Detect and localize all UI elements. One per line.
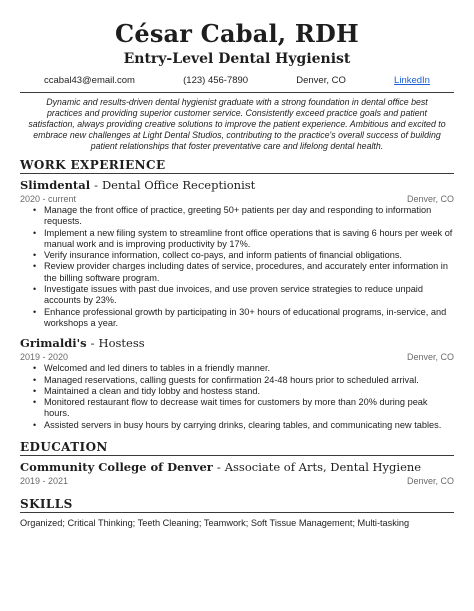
education-heading: EDUCATION: [20, 440, 108, 455]
section-divider: [20, 455, 454, 456]
job-heading: [20, 178, 454, 192]
email-text: ccabal43@email.com: [44, 75, 135, 86]
bullet-item: • Managed reservations, calling guests for confirmation 24-48 hours prior to scheduled arrival.: [44, 375, 454, 386]
bullet-item: • Maintained a clean and tidy lobby and hostess stand.: [44, 386, 454, 397]
job-meta: [20, 193, 454, 205]
job-bullets: [20, 363, 454, 431]
phone-text: (123) 456-7890: [183, 75, 249, 86]
bullet-item: • Verify insurance information, collect co-pays, and inform patients of financial obligations.: [44, 250, 454, 261]
bullet-item: • Implement a new filing system to streamline front office operations that is saving 6 hours per week of manual work and is improving productivity by 17%.: [44, 228, 454, 251]
separator: -: [94, 178, 98, 192]
job-entry: [20, 336, 454, 431]
employer-name: Slimdental: [20, 178, 91, 192]
section-divider: [20, 512, 454, 513]
bullet-item: • Manage the front office of practice, greeting 50+ patients per day and responding to information requests.: [44, 205, 454, 228]
bullet-item: • Monitored restaurant flow to decrease wait times for customers by more than 20% during peak hours.: [44, 397, 454, 420]
job-heading: [20, 336, 454, 350]
job-role: Hostess: [98, 336, 145, 351]
education-meta: [20, 475, 454, 487]
location-text: Denver, CO: [296, 75, 346, 86]
job-bullets: [20, 205, 454, 329]
job-location: Denver, CO: [406, 352, 454, 363]
bullet-item: • Assisted servers in busy hours by carrying drinks, clearing tables, and communicating new tables.: [44, 420, 454, 431]
separator: -: [90, 336, 95, 351]
school-name: Community College of Denver: [20, 460, 213, 475]
job-entry: [20, 178, 454, 329]
skills-heading: SKILLS: [20, 497, 73, 512]
education-entry: [20, 460, 454, 487]
work-experience-heading: WORK EXPERIENCE: [20, 158, 166, 172]
header-divider: [20, 92, 454, 93]
job-dates: 2020 - current: [20, 194, 77, 204]
job-dates: 2019 - 2020: [20, 352, 69, 363]
candidate-name: César Cabal, RDH: [115, 19, 359, 48]
bullet-item: • Investigate issues with past due invoices, and use proven service strategies to reduce unpaid accounts by 23%.: [44, 284, 454, 307]
contact-row: [44, 75, 430, 87]
skills-list: Organized; Critical Thinking; Teeth Cleaning; Teamwork; Soft Tissue Management; Multi-tasking: [20, 518, 410, 529]
linkedin-link[interactable]: LinkedIn: [394, 75, 430, 86]
section-divider: [20, 173, 454, 174]
job-role: Dental Office Receptionist: [101, 178, 256, 192]
bullet-item: • Review provider charges including dates of service, procedures, and accurately enter information in the billing software program.: [44, 261, 454, 284]
education-heading-line: [20, 460, 454, 474]
education-dates: 2019 - 2021: [20, 476, 69, 487]
job-location: Denver, CO: [406, 194, 454, 204]
separator: -: [216, 460, 221, 475]
job-meta: [20, 351, 454, 363]
education-location: Denver, CO: [406, 476, 454, 487]
summary-text: Dynamic and results-driven dental hygienist graduate with a strong foundation in dental office best practices and providing superior customer service. Consistently exceed practice goals and patient satisfaction, always providing creative solutions to improve the patient experience. Ambitious and excited to embrace new challenges at Light Dental Studios, contributing to the practice's overall success of building patient relationships that foster preventative care and lifelong dental health.: [28, 97, 446, 151]
job-title: Entry-Level Dental Hygienist: [123, 51, 351, 67]
degree-name: Associate of Arts, Dental Hygiene: [224, 460, 422, 475]
bullet-item: • Enhance professional growth by participating in 30+ hours of educational programs, in-service, and workshops a year.: [44, 307, 454, 330]
employer-name: Grimaldi's: [20, 336, 87, 351]
bullet-item: • Welcomed and led diners to tables in a friendly manner.: [44, 363, 454, 374]
